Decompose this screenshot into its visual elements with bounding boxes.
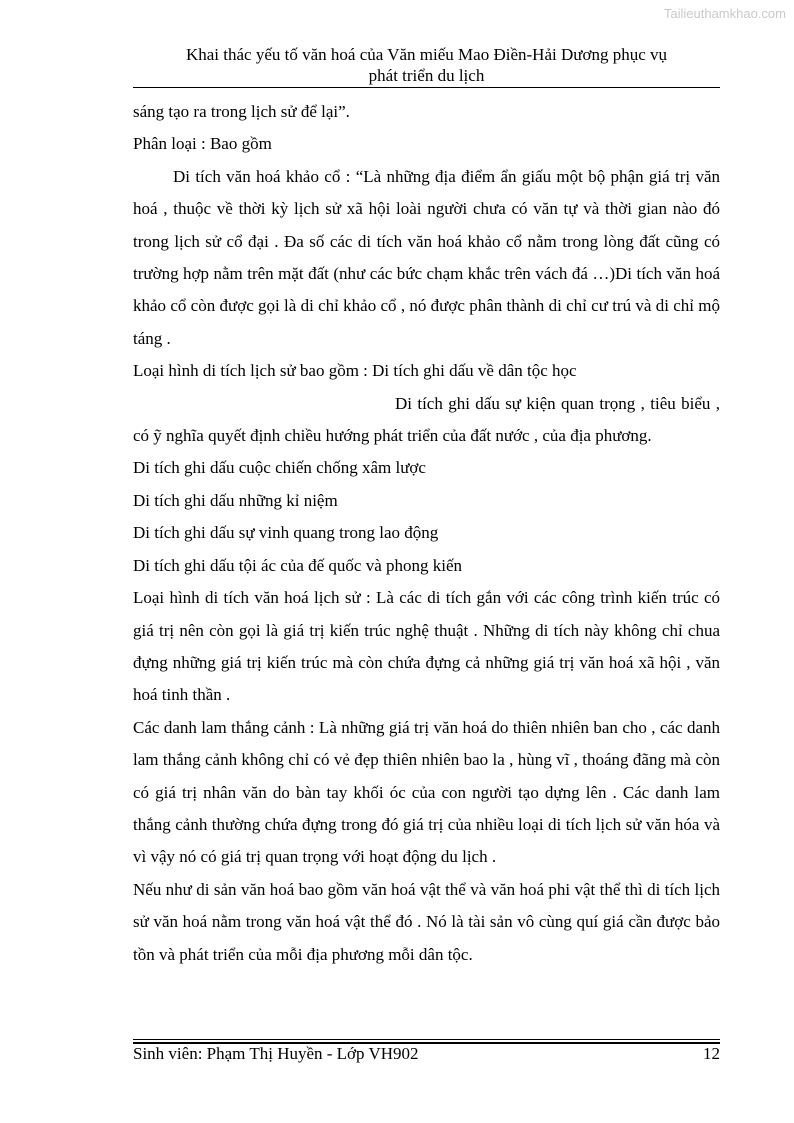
header-divider xyxy=(133,87,720,88)
header-title-line2: phát triển du lịch xyxy=(368,66,485,85)
footer-divider-thin xyxy=(133,1039,720,1040)
page-header xyxy=(133,44,720,86)
paragraph: sáng tạo ra trong lịch sử để lại”. xyxy=(133,102,350,121)
paragraph: Di tích ghi dấu sự kiện quan trọng , tiêu biểu , có ỹ nghĩa quyết định chiều hướng phát triển của đất nước , của địa phương. xyxy=(133,393,720,446)
paragraph: Di tích ghi dấu sự vinh quang trong lao động xyxy=(133,523,439,543)
paragraph: Loại hình di tích lịch sử bao gồm : Di tích ghi dấu về dân tộc học xyxy=(133,361,577,381)
paragraph: Di tích ghi dấu tội ác của đế quốc và phong kiến xyxy=(133,555,463,575)
paragraph: Phân loại : Bao gồm xyxy=(133,134,272,154)
watermark: Tailieuthamkhao.com xyxy=(663,6,786,21)
paragraph: Di tích ghi dấu cuộc chiến chống xâm lược xyxy=(133,458,426,478)
paragraph: Loại hình di tích văn hoá lịch sử : Là các di tích gắn với các công trình kiến trúc có giá trị nên còn gọi là giá trị kiến trúc nghệ thuật . Những di tích này không chỉ chua đựng những giá trị kiến trúc mà còn chứa đựng cả những giá trị văn hoá xã hội , văn hoá tinh thần . xyxy=(133,588,720,705)
paragraph: Di tích ghi dấu những kỉ niệm xyxy=(133,490,338,510)
header-title-line1: Khai thác yếu tố văn hoá của Văn miếu Mao Điền-Hải Dương phục vụ xyxy=(185,45,667,64)
footer-student-info: Sinh viên: Phạm Thị Huyền - Lớp VH902 xyxy=(133,1044,419,1063)
paragraph: Nếu như di sản văn hoá bao gồm văn hoá vật thể và văn hoá phi vật thể thì di tích lịch sử văn hoá nằm trong văn hoá vật thể đó . Nó là tài sản vô cùng quí giá cần được bảo tồn và phát triển của mỗi địa phương mỗi dân tộc. xyxy=(133,879,720,964)
paragraph: Di tích văn hoá khảo cổ : “Là những địa điểm ẩn giấu một bộ phận giá trị văn hoá , thuộc về thời kỳ lịch sử xã hội loài người chưa có văn tự và thời gian nào đó trong lịch sử cổ đại . Đa số các di tích văn hoá khảo cổ nằm trong lòng đất cũng có trường hợp nằm trên mặt đất (như các bức chạm khắc trên vách đá …)Di tích văn hoá khảo cổ còn được gọi là di chỉ khảo cổ , nó được phân thành di chỉ cư trú và di chỉ mộ táng . xyxy=(133,166,720,348)
document-body xyxy=(133,96,720,971)
paragraph: Các danh lam thắng cảnh : Là những giá trị văn hoá do thiên nhiên ban cho , các danh lam thắng cảnh không chỉ có vẻ đẹp thiên nhiên bao la , hùng vĩ , thoáng đãng mà còn có giá trị nhân văn do bàn tay khối óc của con người tạo dựng lên . Các danh lam thắng cảnh thường chứa đựng trong đó giá trị của nhiều loại di tích lịch sử văn hóa và vì vậy nó có giá trị quan trọng với hoạt động du lịch . xyxy=(133,717,720,867)
page-number: 12 xyxy=(703,1044,720,1063)
